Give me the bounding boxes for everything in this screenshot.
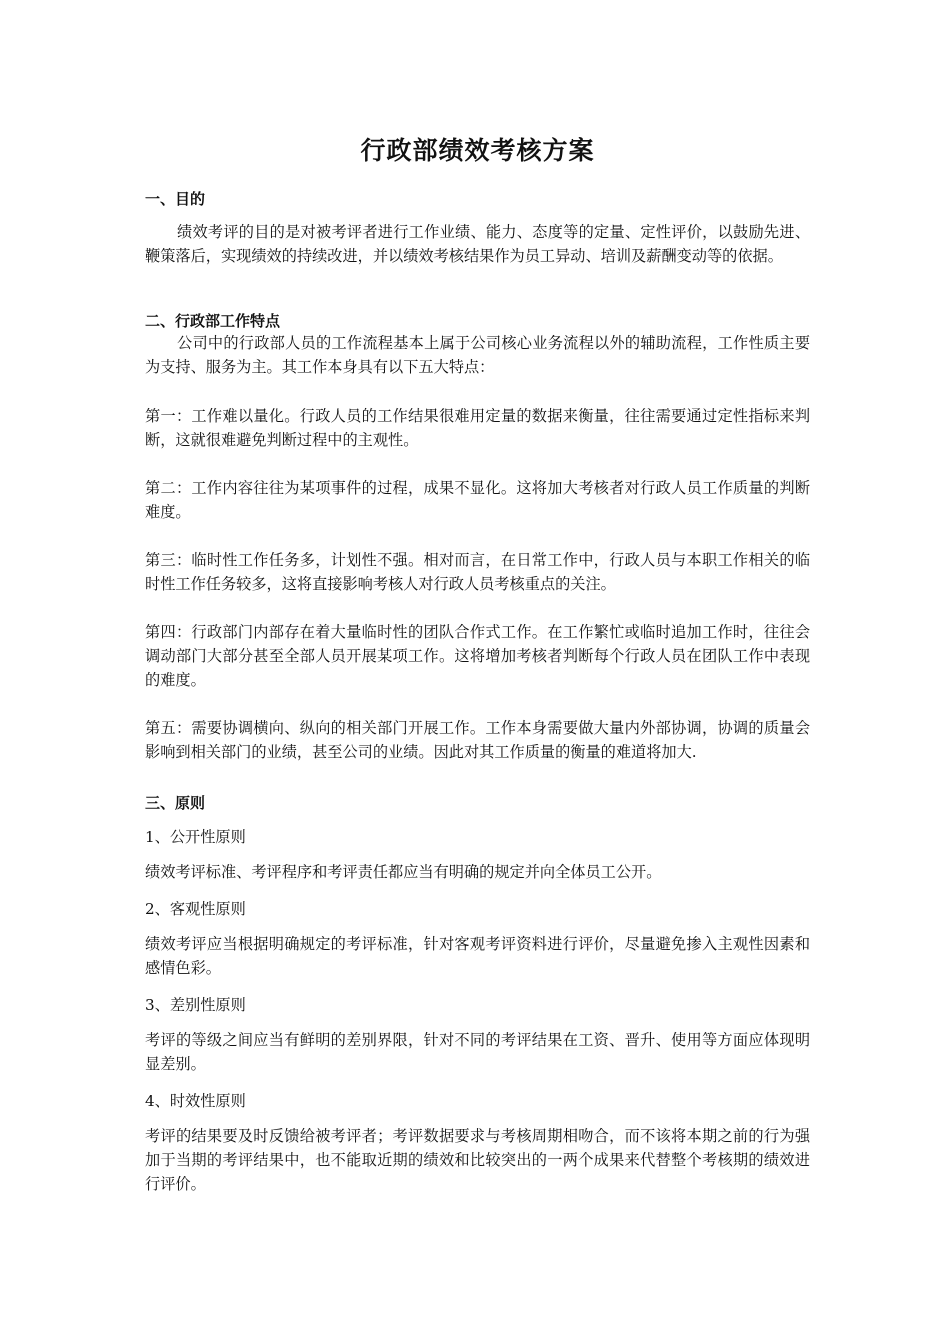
principle-title-4: 4、时效性原则	[145, 1092, 246, 1110]
section-heading-features: 二、行政部工作特点	[145, 312, 281, 330]
feature-item-4: 第四：行政部门内部存在着大量临时性的团队合作式工作。在工作繁忙或临时追加工作时，往往会调动部门大部分甚至全部人员开展某项工作。这将增加考核者判断每个行政人员在团队工作中表现的难度。	[145, 623, 810, 689]
feature-item-3: 第三：临时性工作任务多，计划性不强。相对而言，在日常工作中，行政人员与本职工作相关的临时性工作任务较多，这将直接影响考核人对行政人员考核重点的关注。	[145, 551, 810, 593]
section-heading-principles: 三、原则	[145, 794, 206, 812]
section-heading-purpose: 一、目的	[145, 190, 206, 208]
feature-item-1: 第一：工作难以量化。行政人员的工作结果很难用定量的数据来衡量，往往需要通过定性指标来判断，这就很难避免判断过程中的主观性。	[145, 407, 810, 449]
document-title: 行政部绩效考核方案	[360, 136, 595, 165]
principle-title-1: 1、公开性原则	[145, 828, 246, 846]
principle-body-4: 考评的结果要及时反馈给被考评者；考评数据要求与考核周期相吻合，而不该将本期之前的行为强加于当期的考评结果中，也不能取近期的绩效和比较突出的一两个成果来代替整个考核期的绩效进行评价。	[145, 1127, 810, 1193]
principle-title-3: 3、差别性原则	[145, 996, 246, 1014]
purpose-paragraph: 绩效考评的目的是对被考评者进行工作业绩、能力、态度等的定量、定性评价，以鼓励先进、鞭策落后，实现绩效的持续改进，并以绩效考核结果作为员工异动、培训及薪酬变动等的依据。	[145, 223, 810, 265]
feature-item-2: 第二：工作内容往往为某项事件的过程，成果不显化。这将加大考核者对行政人员工作质量的判断难度。	[145, 479, 810, 521]
principle-title-2: 2、客观性原则	[145, 900, 246, 918]
features-intro-paragraph: 公司中的行政部人员的工作流程基本上属于公司核心业务流程以外的辅助流程，工作性质主要为支持、服务为主。其工作本身具有以下五大特点：	[145, 334, 810, 376]
principle-body-2: 绩效考评应当根据明确规定的考评标准，针对客观考评资料进行评价，尽量避免掺入主观性因素和感情色彩。	[145, 935, 810, 977]
feature-item-5: 第五：需要协调横向、纵向的相关部门开展工作。工作本身需要做大量内外部协调，协调的质量会影响到相关部门的业绩，甚至公司的业绩。因此对其工作质量的衡量的难道将加大.	[145, 719, 810, 761]
principle-body-1: 绩效考评标准、考评程序和考评责任都应当有明确的规定并向全体员工公开。	[145, 863, 662, 881]
principle-body-3: 考评的等级之间应当有鲜明的差别界限，针对不同的考评结果在工资、晋升、使用等方面应体现明显差别。	[145, 1031, 810, 1073]
